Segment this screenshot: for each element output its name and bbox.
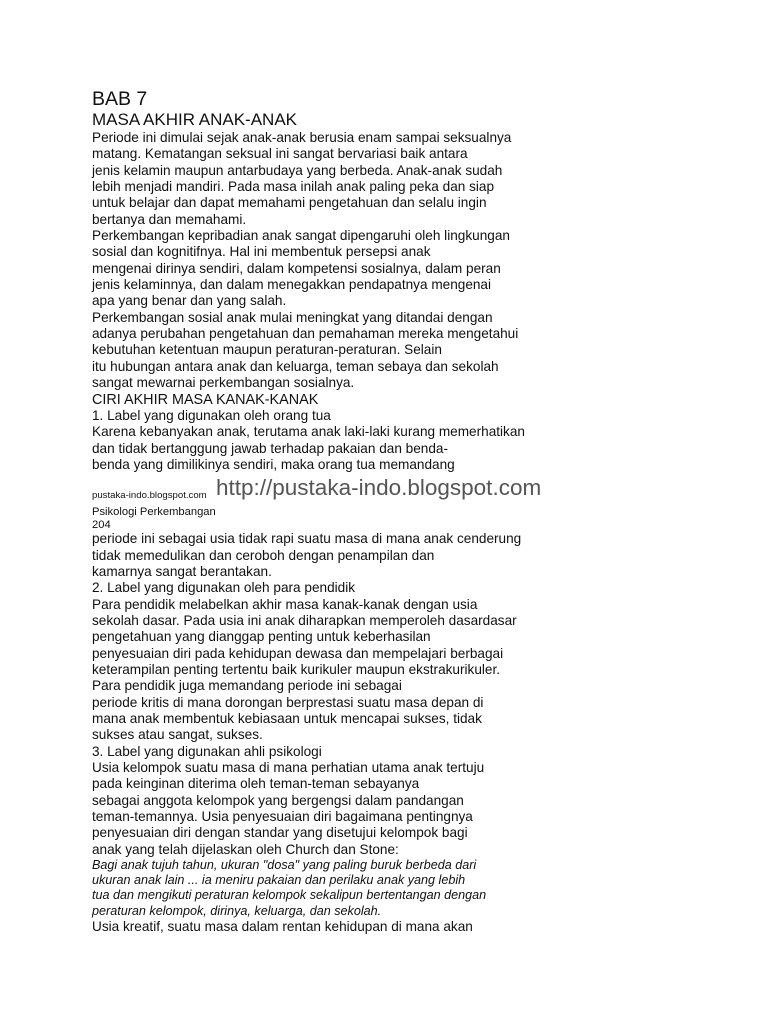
- footer-small-url[interactable]: pustaka-indo.blogspot.com: [92, 490, 207, 502]
- text-line: Usia kreatif, suatu masa dalam rentan kehidupan di mana akan: [92, 918, 473, 934]
- text-line: mana anak membentuk kebiasaan untuk mencapai sukses, tidak: [92, 711, 482, 726]
- quote-line: ukuran anak lain ... ia meniru pakaian dan perilaku anak yang lebih: [92, 873, 466, 888]
- page-footer: [92, 475, 732, 531]
- text-line: jenis kelaminnya, dan dalam menegakkan pendapatnya mengenai: [92, 277, 492, 293]
- text-line: sebagai anggota kelompok yang bergengsi dalam pandangan: [92, 792, 464, 808]
- text-line: Perkembangan kepribadian anak sangat dipengaruhi oleh lingkungan: [92, 228, 510, 244]
- text-line: 2. Label yang digunakan oleh para pendidik: [92, 580, 356, 596]
- text-line: sekolah dasar. Pada usia ini anak diharapkan memperoleh dasardasar: [92, 612, 517, 628]
- text-line: anak yang telah dijelaskan oleh Church dan Stone:: [92, 841, 399, 857]
- footer-watermark-url[interactable]: http://pustaka-indo.blogspot.com: [216, 475, 542, 501]
- section-heading: CIRI AKHIR MASA KANAK-KANAK: [92, 391, 319, 408]
- text-line: untuk belajar dan dapat memahami pengetahuan dan selalu ingin: [92, 195, 487, 211]
- quote-line: tua dan mengikuti peraturan kelompok sekalipun bertentangan dengan: [92, 888, 487, 903]
- text-line: 3. Label yang digunakan ahli psikologi: [92, 743, 322, 759]
- text-line: periode kritis di mana dorongan berprestasi suatu masa depan di: [92, 694, 484, 710]
- quote-line: peraturan kelompok, dirinya, keluarga, dan sekolah.: [92, 903, 382, 918]
- text-line: penyesuaian diri pada kehidupan dewasa dan mempelajari berbagai: [92, 645, 504, 661]
- text-line: pengetahuan yang dianggap penting untuk keberhasilan: [92, 629, 431, 645]
- text-line: Perkembangan sosial anak mulai meningkat yang ditandai dengan: [92, 309, 493, 325]
- text-line: apa yang benar dan yang salah.: [92, 293, 287, 309]
- text-line: Periode ini dimulai sejak anak-anak berusia enam sampai seksualnya: [92, 130, 512, 145]
- chapter-label: BAB 7: [92, 88, 148, 110]
- text-line: adanya perubahan pengetahuan dan pemahaman mereka mengetahui: [92, 326, 519, 342]
- text-line: matang. Kematangan seksual ini sangat bervariasi baik antara: [92, 146, 468, 162]
- text-line: lebih menjadi mandiri. Pada masa inilah anak paling peka dan siap: [92, 179, 495, 195]
- chapter-title: MASA AKHIR ANAK-ANAK: [92, 110, 298, 129]
- footer-url-row: [92, 475, 732, 506]
- text-line: itu hubungan antara anak dan keluarga, teman sebaya dan sekolah: [92, 358, 499, 374]
- section-intro: [92, 130, 732, 392]
- text-line: kamarnya sangat berantakan.: [92, 563, 272, 579]
- footer-page-number: 204: [92, 518, 111, 531]
- text-line: keterampilan penting tertentu baik kurikuler maupun ekstrakurikuler.: [92, 661, 501, 677]
- section-parents-label: [92, 408, 732, 473]
- quote-line: Bagi anak tujuh tahun, ukuran "dosa" yang paling buruk berbeda dari: [92, 858, 477, 873]
- text-line: penyesuaian diri dengan standar yang disetujui kelompok bagi: [92, 825, 468, 841]
- section-continued: [92, 531, 732, 858]
- text-line: bertanya dan memahami.: [92, 211, 247, 227]
- text-line: kebutuhan ketentuan maupun peraturan-peraturan. Selain: [92, 342, 442, 358]
- text-line: jenis kelamin maupun antarbudaya yang berbeda. Anak-anak sudah: [92, 162, 503, 178]
- text-line: sosial dan kognitifnya. Hal ini membentuk persepsi anak: [92, 244, 431, 260]
- footer-book-title: Psikologi Perkembangan: [92, 506, 216, 519]
- text-line: periode ini sebagai usia tidak rapi suatu masa di mana anak cenderung: [92, 531, 522, 547]
- text-line: dan tidak bertanggung jawab terhadap pakaian dan benda-: [92, 440, 448, 456]
- text-line: mengenai dirinya sendiri, dalam kompetensi sosialnya, dalam peran: [92, 260, 501, 276]
- text-line: Para pendidik melabelkan akhir masa kanak-kanak dengan usia: [92, 596, 478, 612]
- text-line: Usia kelompok suatu masa di mana perhatian utama anak tertuju: [92, 760, 485, 776]
- block-quote: [92, 858, 732, 919]
- text-line: Karena kebanyakan anak, terutama anak laki-laki kurang memerhatikan: [92, 424, 525, 440]
- text-line: 1. Label yang digunakan oleh orang tua: [92, 407, 331, 423]
- text-line: teman-temannya. Usia penyesuaian diri bagaimana pentingnya: [92, 809, 473, 825]
- text-line: tidak memedulikan dan ceroboh dengan penampilan dan: [92, 547, 435, 563]
- text-line: Para pendidik juga memandang periode ini sebagai: [92, 678, 402, 694]
- text-line: sangat mewarnai perkembangan sosialnya.: [92, 375, 355, 391]
- text-line: pada keinginan diterima oleh teman-teman sebayanya: [92, 776, 420, 792]
- text-line: sukses atau sangat, sukses.: [92, 727, 263, 743]
- document-body: [92, 88, 732, 935]
- text-line: benda yang dimilikinya sendiri, maka orang tua memandang: [92, 456, 455, 472]
